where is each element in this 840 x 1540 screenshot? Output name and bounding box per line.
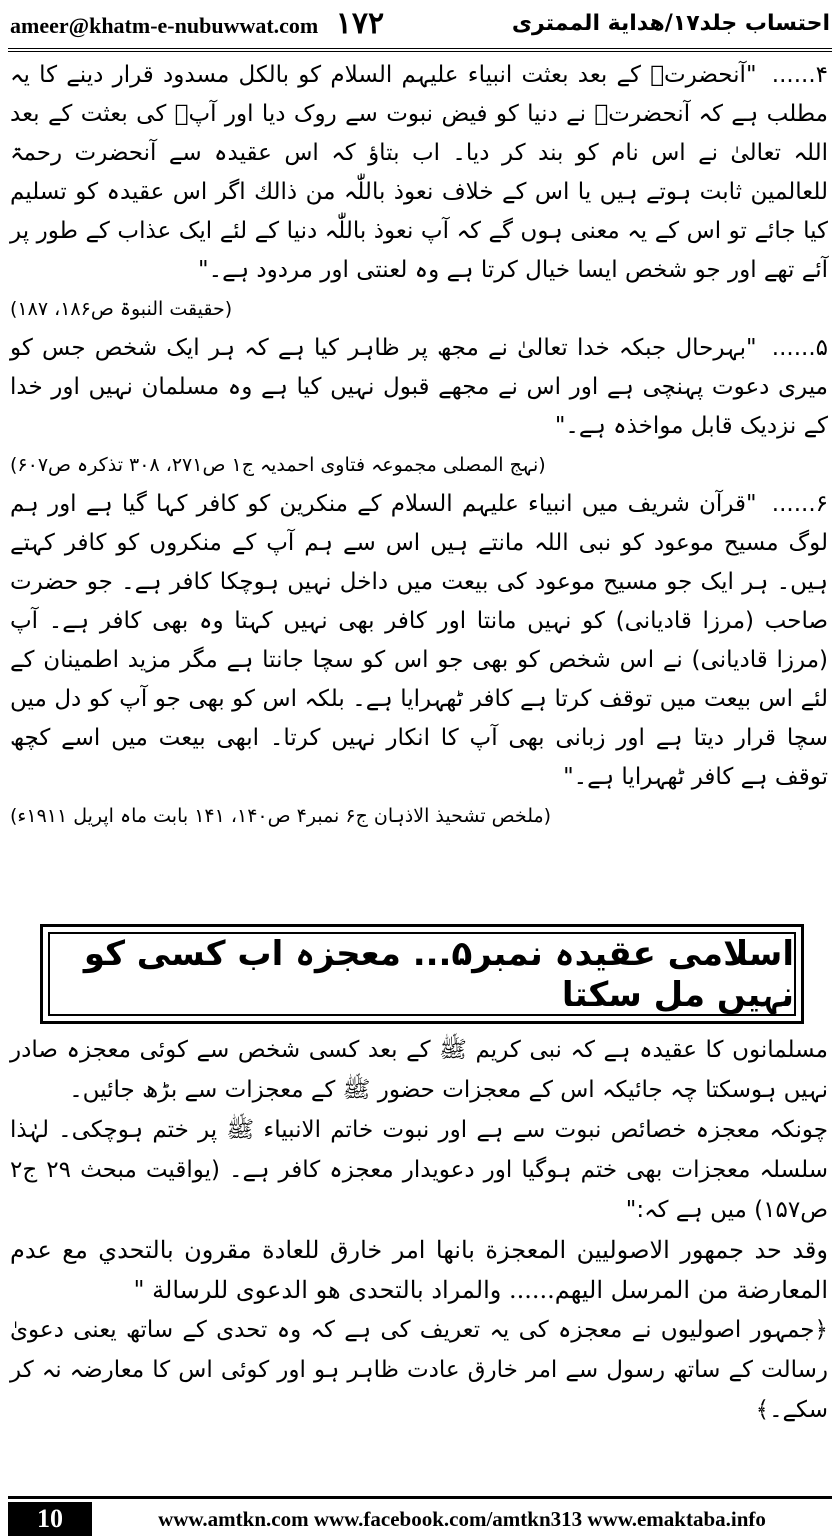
section-paragraph-3: ﴿جمہور اصولیوں نے معجزہ کی یہ تعریف کی ہے کہ وہ تحدی کے ساتھ یعنی دعویٰ رسالت کے ساتھ رسول سے امر خارق عادت ظاہر ہو اور کوئی اس کا معارضہ نہ کر سکے۔﴾ [10,1317,828,1423]
paragraph-5 [10,329,828,485]
header-divider [8,48,832,52]
paragraph-text: "بہرحال جبکہ خدا تعالیٰ نے مجھ پر ظاہر کیا ہے کہ ہر ایک شخص جس کو میری دعوت پہنچی ہے اور اس نے مجھے قبول نہیں کیا ہے وہ مسلمان نہیں اور خدا کے نزدیک قابل مواخذہ ہے۔" [10,335,828,439]
paragraph-text: "قرآن شریف میں انبیاء علیہم السلام کے منکرین کو کافر کہا گیا ہے اور ہم لوگ مسیح موعود کو نبی اللہ مانتے ہیں اس سے ہم آپ کے منکروں کو کافر کہتے ہیں۔ ہر ایک جو مسیح موعود کی بیعت میں داخل نہیں ہوچکا کافر ہے۔ جو حضرت صاحب (مرزا قادیانی) کو نہیں مانتا اور کافر بھی نہیں کہتا وہ بھی کافر ہے۔ آپ (مرزا قادیانی) نے اس شخص کو بھی جو اس کو سچا جانتا ہے مگر مزید اطمینان کے لئے اس بیعت میں توقف کرتا ہے کافر ٹھہرایا ہے۔ بلکہ اس کو بھی جو آپ کو دل میں سچا قرار دیتا ہے اور زبانی بھی آپ کا انکار نہیں کرتا۔ ابھی بیعت میں اسے کچھ توقف ہے کافر ٹھہرایا ہے۔" [10,491,828,790]
paragraph-number: ۵...... [771,335,829,361]
section-body [10,1030,828,1430]
footer-links: www.amtkn.com www.facebook.com/amtkn313 www.emaktaba.info [158,1506,766,1531]
paragraph-4 [10,56,828,329]
header-email [10,6,384,41]
paragraph-6 [10,485,828,836]
paragraph-number: ۶...... [771,491,828,517]
page-header [10,0,830,46]
paragraph-number: ۴...... [771,62,829,88]
arabic-quote: وقد حد جمهور الاصوليين المعجزة بانها امر خارق للعادة مقرون بالتحدي مع عدم المعارضة من المرسل اليهم...... والمراد بالتحدى هو الدعوى للرسالة " [10,1236,828,1304]
citation: (نہج المصلی مجموعہ فتاوی احمدیہ ج۱ ص۲۷۱، ۳۰۸ تذکرہ ص۶۰۷) [10,454,546,476]
section-paragraph-1: مسلمانوں کا عقیدہ ہے کہ نبی کریم ﷺ کے بعد کسی شخص سے کوئی معجزہ صادر نہیں ہوسکتا چہ جائیکہ اس کے معجزات حضور ﷺ کے معجزات سے بڑھ جائیں۔ [10,1037,828,1103]
body-text [10,56,828,836]
paragraph-text: "آنحضرتؐ کے بعد بعثت انبیاء علیہم السلام کو بالکل مسدود قرار دینے کا یہ مطلب ہے کہ آنحضرتؐ نے دنیا کو فیض نبوت سے روک دیا اور آپؐ کی بعثت کے بعد اللہ تعالیٰ نے اس نام کو بند کر دیا۔ اب بتاؤ کہ اس عقیدہ سے آنحضرت رحمۃ للعالمین ثابت ہوتے ہیں یا اس کے خلاف نعوذ باللّٰہ من ذالك اگر اس عقیدہ کو تسلیم کیا جائے تو اس کے یہ معنی ہوں گے کہ آپ نعوذ باللّٰہ دنیا کے لئے ایک عذاب کے طور پر آئے تھے اور جو شخص ایسا خیال کرتا ہے وہ لعنتی اور مردود ہے۔" [10,62,828,283]
book-title: احتساب جلد۱۷/هداية الممترى [511,10,830,36]
footer-divider [8,1496,832,1499]
footer-page-number: 10 [8,1502,92,1536]
section-paragraph-2: چونکہ معجزہ خصائص نبوت سے ہے اور نبوت خاتم الانبیاء ﷺ پر ختم ہوچکی۔ لہٰذا سلسلہ معجزات بھی ختم ہوگیا اور دعویدار معجزہ کافر ہے۔ (یواقیت مبحث ۲۹ ج۲ ص۱۵۷) میں ہے کہ:" [10,1117,828,1223]
page-footer [8,1502,832,1536]
header-page-number: ۱۷۲ [335,6,385,40]
section-heading: اسلامی عقیدہ نمبر۵... معجزہ اب کسی کو نہیں مل سکتا [48,932,796,1016]
email-text: ameer@khatm-e-nubuwwat.com [10,12,319,38]
citation: (ملخص تشحیذ الاذہان ج۶ نمبر۴ ص۱۴۰، ۱۴۱ بابت ماہ اپریل ۱۹۱۱ء) [10,805,552,827]
citation: (حقیقت النبوۃ ص۱۸۶، ۱۸۷) [10,298,233,320]
